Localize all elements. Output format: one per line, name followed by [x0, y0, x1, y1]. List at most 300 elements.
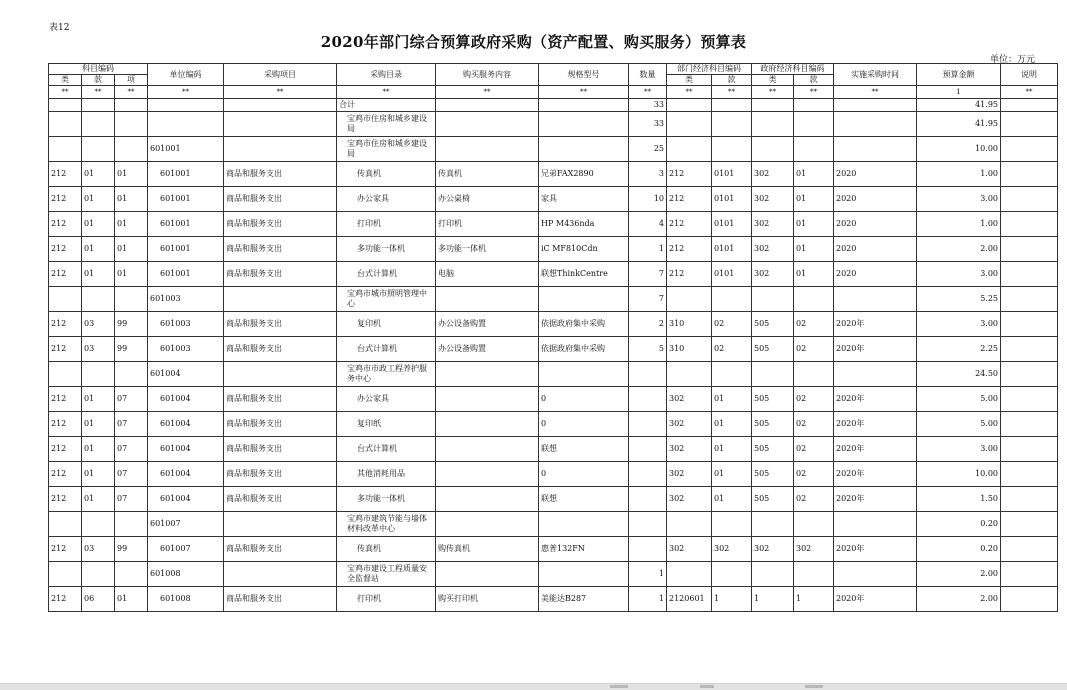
cell-lei: 212	[49, 237, 82, 262]
cell-spec	[539, 562, 629, 587]
cell-lei: 212	[49, 162, 82, 187]
cell-gkuan	[794, 137, 834, 162]
cell-dkuan	[712, 362, 752, 387]
cell-dlei	[667, 112, 712, 137]
cell-service: 电脑	[436, 262, 539, 287]
cell-dkuan	[712, 512, 752, 537]
cell-xiang	[115, 112, 148, 137]
cell-qty	[629, 512, 667, 537]
cell-glei	[752, 112, 794, 137]
cell-catalog: 台式计算机	[337, 437, 436, 462]
cell-amount: 2.00	[917, 237, 1001, 262]
marker-cell: **	[539, 86, 629, 99]
header-lei: 类	[49, 75, 82, 86]
cell-service	[436, 99, 539, 112]
cell-gkuan	[794, 112, 834, 137]
cell-spec: 联想	[539, 487, 629, 512]
cell-catalog: 复印机	[337, 312, 436, 337]
cell-gkuan: 02	[794, 337, 834, 362]
cell-time: 2020年	[834, 462, 917, 487]
cell-xiang: 01	[115, 587, 148, 612]
cell-qty	[629, 487, 667, 512]
cell-note	[1001, 487, 1058, 512]
cell-catalog: 宝鸡市建设工程质量安全监督站	[337, 562, 436, 587]
cell-project: 商品和服务支出	[224, 312, 337, 337]
cell-lei	[49, 562, 82, 587]
cell-project: 商品和服务支出	[224, 262, 337, 287]
cell-project: 商品和服务支出	[224, 462, 337, 487]
cell-gkuan	[794, 287, 834, 312]
cell-kuan: 01	[82, 437, 115, 462]
header-amount: 预算金额	[917, 64, 1001, 86]
cell-time	[834, 287, 917, 312]
cell-unit: 601001	[148, 187, 224, 212]
cell-time: 2020	[834, 237, 917, 262]
cell-unit: 601004	[148, 487, 224, 512]
cell-glei: 505	[752, 437, 794, 462]
cell-dlei	[667, 512, 712, 537]
cell-xiang	[115, 562, 148, 587]
scrollbar-mark	[700, 685, 714, 688]
cell-glei: 302	[752, 537, 794, 562]
cell-unit: 601001	[148, 137, 224, 162]
cell-service	[436, 362, 539, 387]
cell-time	[834, 137, 917, 162]
cell-unit: 601008	[148, 562, 224, 587]
cell-gkuan: 02	[794, 387, 834, 412]
cell-time: 2020年	[834, 337, 917, 362]
cell-service: 购传真机	[436, 537, 539, 562]
cell-note	[1001, 387, 1058, 412]
cell-note	[1001, 212, 1058, 237]
cell-catalog: 合计	[337, 99, 436, 112]
cell-unit: 601003	[148, 312, 224, 337]
cell-amount: 1.00	[917, 212, 1001, 237]
cell-kuan: 01	[82, 212, 115, 237]
cell-qty: 1	[629, 562, 667, 587]
table-row	[49, 212, 1058, 237]
cell-gkuan: 02	[794, 412, 834, 437]
cell-project	[224, 137, 337, 162]
header-time: 实施采购时间	[834, 64, 917, 86]
cell-gkuan	[794, 512, 834, 537]
cell-spec	[539, 112, 629, 137]
header-gov-kuan: 款	[794, 75, 834, 86]
budget-table	[48, 63, 1058, 612]
cell-note	[1001, 237, 1058, 262]
marker-cell: **	[629, 86, 667, 99]
cell-glei	[752, 287, 794, 312]
cell-service	[436, 462, 539, 487]
cell-glei: 505	[752, 337, 794, 362]
cell-service	[436, 437, 539, 462]
cell-qty: 33	[629, 112, 667, 137]
marker-row	[49, 86, 1058, 99]
cell-gkuan	[794, 562, 834, 587]
cell-kuan	[82, 287, 115, 312]
cell-dlei	[667, 137, 712, 162]
cell-spec: 美能达B287	[539, 587, 629, 612]
cell-unit: 601003	[148, 337, 224, 362]
cell-spec: 0	[539, 387, 629, 412]
cell-dkuan: 0101	[712, 237, 752, 262]
table-row	[49, 362, 1058, 387]
marker-cell: **	[337, 86, 436, 99]
bottom-scrollbar[interactable]	[0, 683, 1067, 690]
cell-unit: 601001	[148, 162, 224, 187]
cell-unit: 601001	[148, 237, 224, 262]
cell-service: 办公设备购置	[436, 337, 539, 362]
cell-glei	[752, 362, 794, 387]
cell-dkuan: 01	[712, 437, 752, 462]
cell-dlei: 302	[667, 437, 712, 462]
cell-kuan	[82, 137, 115, 162]
cell-gkuan: 01	[794, 262, 834, 287]
cell-service: 购买打印机	[436, 587, 539, 612]
cell-dkuan	[712, 287, 752, 312]
table-row	[49, 512, 1058, 537]
cell-service	[436, 112, 539, 137]
unit-note: 单位：万元	[989, 55, 1035, 65]
cell-glei: 505	[752, 462, 794, 487]
cell-dkuan: 01	[712, 387, 752, 412]
cell-qty: 5	[629, 337, 667, 362]
cell-kuan	[82, 362, 115, 387]
cell-spec: 联想	[539, 437, 629, 462]
cell-service: 办公桌椅	[436, 187, 539, 212]
cell-qty	[629, 537, 667, 562]
cell-glei: 302	[752, 187, 794, 212]
cell-note	[1001, 462, 1058, 487]
cell-glei	[752, 512, 794, 537]
cell-kuan: 01	[82, 162, 115, 187]
cell-service	[436, 287, 539, 312]
cell-dkuan: 01	[712, 412, 752, 437]
cell-note	[1001, 112, 1058, 137]
cell-time: 2020年	[834, 412, 917, 437]
page-id: 表12	[49, 23, 70, 33]
marker-cell: **	[436, 86, 539, 99]
cell-dlei	[667, 562, 712, 587]
cell-project: 商品和服务支出	[224, 412, 337, 437]
cell-gkuan: 1	[794, 587, 834, 612]
cell-xiang	[115, 287, 148, 312]
cell-xiang	[115, 99, 148, 112]
cell-spec: 0	[539, 462, 629, 487]
cell-dkuan: 302	[712, 537, 752, 562]
cell-qty: 7	[629, 287, 667, 312]
marker-cell: **	[49, 86, 82, 99]
cell-qty: 7	[629, 262, 667, 287]
cell-lei	[49, 99, 82, 112]
cell-amount: 3.00	[917, 437, 1001, 462]
cell-dlei: 212	[667, 187, 712, 212]
cell-dlei	[667, 362, 712, 387]
cell-service	[436, 487, 539, 512]
cell-time: 2020	[834, 262, 917, 287]
header-gov-econ: 政府经济科目编码	[752, 64, 834, 75]
cell-spec: 依据政府集中采购	[539, 312, 629, 337]
cell-project: 商品和服务支出	[224, 587, 337, 612]
header-service: 购买服务内容	[436, 64, 539, 86]
cell-unit: 601004	[148, 362, 224, 387]
table-row	[49, 162, 1058, 187]
cell-dlei: 212	[667, 262, 712, 287]
cell-spec: iC MF810Cdn	[539, 237, 629, 262]
cell-glei: 505	[752, 412, 794, 437]
cell-xiang: 01	[115, 237, 148, 262]
cell-xiang: 07	[115, 387, 148, 412]
table-row	[49, 412, 1058, 437]
cell-dlei: 212	[667, 212, 712, 237]
table-row	[49, 562, 1058, 587]
cell-time: 2020年	[834, 312, 917, 337]
cell-dkuan: 01	[712, 462, 752, 487]
cell-qty: 10	[629, 187, 667, 212]
cell-unit: 601007	[148, 537, 224, 562]
cell-dlei: 302	[667, 462, 712, 487]
cell-note	[1001, 262, 1058, 287]
cell-unit: 601004	[148, 412, 224, 437]
cell-xiang: 99	[115, 337, 148, 362]
cell-lei: 212	[49, 487, 82, 512]
cell-amount: 3.00	[917, 312, 1001, 337]
cell-service: 传真机	[436, 162, 539, 187]
cell-dlei: 302	[667, 537, 712, 562]
cell-amount: 41.95	[917, 99, 1001, 112]
cell-time	[834, 112, 917, 137]
table-row	[49, 537, 1058, 562]
cell-kuan: 01	[82, 412, 115, 437]
cell-time: 2020年	[834, 587, 917, 612]
cell-amount: 3.00	[917, 187, 1001, 212]
cell-time: 2020	[834, 162, 917, 187]
cell-project: 商品和服务支出	[224, 212, 337, 237]
cell-kuan: 01	[82, 262, 115, 287]
header-catalog: 采购目录	[337, 64, 436, 86]
table-row	[49, 287, 1058, 312]
cell-time	[834, 362, 917, 387]
cell-service	[436, 137, 539, 162]
cell-unit: 601004	[148, 462, 224, 487]
cell-xiang: 99	[115, 537, 148, 562]
table-row	[49, 487, 1058, 512]
cell-qty	[629, 462, 667, 487]
marker-cell: **	[752, 86, 794, 99]
cell-time	[834, 99, 917, 112]
cell-lei	[49, 137, 82, 162]
cell-glei	[752, 562, 794, 587]
table-row	[49, 312, 1058, 337]
cell-amount: 2.25	[917, 337, 1001, 362]
cell-catalog: 宝鸡市城市照明管理中心	[337, 287, 436, 312]
cell-spec	[539, 137, 629, 162]
cell-amount: 24.50	[917, 362, 1001, 387]
cell-amount: 1.50	[917, 487, 1001, 512]
cell-dkuan: 0101	[712, 187, 752, 212]
cell-glei: 302	[752, 162, 794, 187]
cell-dlei: 302	[667, 412, 712, 437]
table-row	[49, 99, 1058, 112]
cell-qty: 25	[629, 137, 667, 162]
cell-lei: 212	[49, 312, 82, 337]
cell-amount: 10.00	[917, 462, 1001, 487]
cell-catalog: 宝鸡市市政工程养护服务中心	[337, 362, 436, 387]
cell-dkuan	[712, 112, 752, 137]
cell-amount: 5.00	[917, 387, 1001, 412]
cell-unit	[148, 112, 224, 137]
cell-lei: 212	[49, 437, 82, 462]
cell-dlei: 212	[667, 237, 712, 262]
cell-note	[1001, 437, 1058, 462]
cell-qty	[629, 362, 667, 387]
cell-amount: 5.00	[917, 412, 1001, 437]
cell-gkuan: 01	[794, 237, 834, 262]
cell-xiang: 01	[115, 212, 148, 237]
cell-amount: 0.20	[917, 512, 1001, 537]
cell-dkuan: 0101	[712, 162, 752, 187]
cell-gkuan: 02	[794, 462, 834, 487]
cell-project	[224, 99, 337, 112]
cell-dkuan: 0101	[712, 262, 752, 287]
cell-catalog: 宝鸡市住房和城乡建设局	[337, 137, 436, 162]
cell-dkuan	[712, 137, 752, 162]
cell-xiang: 07	[115, 437, 148, 462]
cell-project: 商品和服务支出	[224, 437, 337, 462]
cell-gkuan	[794, 99, 834, 112]
cell-kuan: 01	[82, 487, 115, 512]
cell-spec: 家具	[539, 187, 629, 212]
cell-catalog: 传真机	[337, 162, 436, 187]
cell-lei: 212	[49, 587, 82, 612]
table-row	[49, 462, 1058, 487]
cell-lei: 212	[49, 387, 82, 412]
cell-service	[436, 387, 539, 412]
header-xiang: 项	[115, 75, 148, 86]
cell-unit: 601008	[148, 587, 224, 612]
cell-lei: 212	[49, 187, 82, 212]
header-gov-lei: 类	[752, 75, 794, 86]
cell-kuan: 01	[82, 387, 115, 412]
cell-lei: 212	[49, 212, 82, 237]
header-dept-kuan: 款	[712, 75, 752, 86]
cell-kuan	[82, 512, 115, 537]
cell-note	[1001, 187, 1058, 212]
cell-catalog: 台式计算机	[337, 337, 436, 362]
cell-spec: 惠普132FN	[539, 537, 629, 562]
cell-spec	[539, 362, 629, 387]
cell-qty: 4	[629, 212, 667, 237]
cell-xiang: 99	[115, 312, 148, 337]
cell-time: 2020	[834, 212, 917, 237]
header-note: 说明	[1001, 64, 1058, 86]
table-row	[49, 237, 1058, 262]
cell-glei: 302	[752, 237, 794, 262]
cell-service	[436, 412, 539, 437]
cell-catalog: 传真机	[337, 537, 436, 562]
cell-glei: 505	[752, 387, 794, 412]
cell-note	[1001, 287, 1058, 312]
marker-cell: **	[224, 86, 337, 99]
cell-note	[1001, 312, 1058, 337]
cell-amount: 10.00	[917, 137, 1001, 162]
scrollbar-mark	[610, 685, 628, 688]
cell-unit: 601001	[148, 262, 224, 287]
cell-kuan: 03	[82, 537, 115, 562]
cell-catalog: 台式计算机	[337, 262, 436, 287]
cell-qty: 33	[629, 99, 667, 112]
cell-xiang: 01	[115, 162, 148, 187]
cell-xiang: 01	[115, 187, 148, 212]
cell-kuan	[82, 99, 115, 112]
marker-cell: **	[834, 86, 917, 99]
cell-catalog: 多功能一体机	[337, 487, 436, 512]
cell-amount: 0.20	[917, 537, 1001, 562]
scrollbar-mark	[805, 685, 823, 688]
table-row	[49, 112, 1058, 137]
cell-catalog: 办公家具	[337, 187, 436, 212]
cell-lei: 212	[49, 412, 82, 437]
cell-project: 商品和服务支出	[224, 237, 337, 262]
cell-dkuan: 02	[712, 312, 752, 337]
cell-amount: 1.00	[917, 162, 1001, 187]
cell-project: 商品和服务支出	[224, 187, 337, 212]
cell-glei: 302	[752, 212, 794, 237]
cell-dlei: 302	[667, 387, 712, 412]
cell-unit: 601004	[148, 437, 224, 462]
cell-dkuan: 02	[712, 337, 752, 362]
cell-lei	[49, 287, 82, 312]
cell-note	[1001, 362, 1058, 387]
cell-glei: 302	[752, 262, 794, 287]
table-row	[49, 137, 1058, 162]
header-dept-econ: 部门经济科目编码	[667, 64, 752, 75]
cell-note	[1001, 137, 1058, 162]
header-qty: 数量	[629, 64, 667, 86]
marker-cell: **	[115, 86, 148, 99]
marker-cell: **	[712, 86, 752, 99]
cell-lei: 212	[49, 337, 82, 362]
cell-dkuan: 0101	[712, 212, 752, 237]
cell-amount: 3.00	[917, 262, 1001, 287]
cell-note	[1001, 587, 1058, 612]
cell-time: 2020	[834, 187, 917, 212]
cell-kuan: 03	[82, 312, 115, 337]
marker-cell: **	[148, 86, 224, 99]
cell-lei	[49, 362, 82, 387]
cell-gkuan: 01	[794, 187, 834, 212]
document-title: 2020年部门综合预算政府采购（资产配置、购买服务）预算表	[320, 33, 747, 51]
cell-lei	[49, 512, 82, 537]
cell-project	[224, 287, 337, 312]
header-spec: 规格型号	[539, 64, 629, 86]
cell-spec: 依据政府集中采购	[539, 337, 629, 362]
cell-project	[224, 562, 337, 587]
cell-kuan: 01	[82, 462, 115, 487]
cell-qty: 1	[629, 237, 667, 262]
table-row	[49, 337, 1058, 362]
cell-dlei: 212	[667, 162, 712, 187]
cell-amount: 5.25	[917, 287, 1001, 312]
cell-catalog: 打印机	[337, 587, 436, 612]
cell-xiang	[115, 362, 148, 387]
cell-lei: 212	[49, 262, 82, 287]
cell-amount: 41.95	[917, 112, 1001, 137]
table-row	[49, 187, 1058, 212]
cell-gkuan	[794, 362, 834, 387]
cell-project: 商品和服务支出	[224, 387, 337, 412]
cell-catalog: 宝鸡市建筑节能与墙体材料改革中心	[337, 512, 436, 537]
